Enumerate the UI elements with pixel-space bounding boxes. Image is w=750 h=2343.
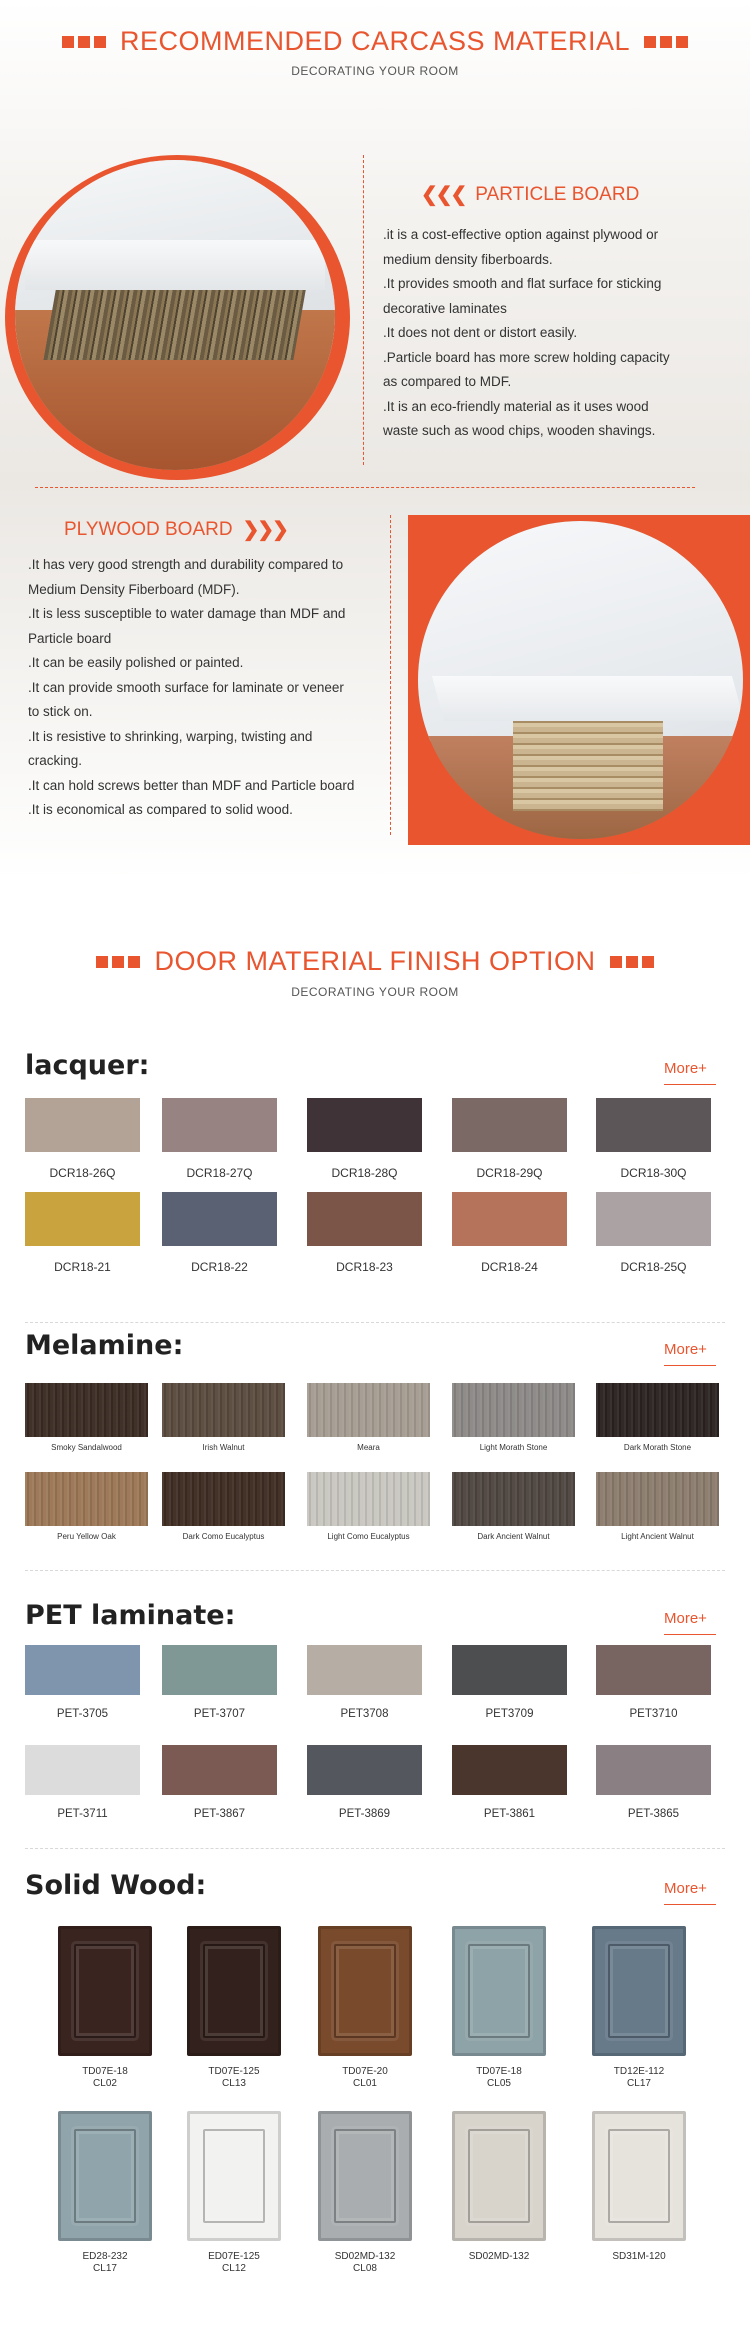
door-color-code: CL13 xyxy=(222,2078,246,2089)
door-code: ED28-232 xyxy=(82,2251,128,2262)
pet-swatch-label: PET-3711 xyxy=(57,1808,108,1820)
lacquer-swatch[interactable] xyxy=(162,1192,277,1246)
description-line: to stick on. xyxy=(28,704,93,719)
door-color-code: CL05 xyxy=(487,2078,511,2089)
lacquer-swatch-label: DCR18-26Q xyxy=(49,1166,116,1180)
description-line: cracking. xyxy=(28,753,83,768)
description-line: .It can be easily polished or painted. xyxy=(28,655,244,670)
pet-more-underline xyxy=(664,1634,716,1635)
lacquer-swatch[interactable] xyxy=(307,1098,422,1152)
door-code: ED07E-125 xyxy=(208,2251,260,2262)
lacquer-swatch-label: DCR18-25Q xyxy=(620,1260,687,1274)
description-line: medium density fiberboards. xyxy=(383,251,553,267)
lacquer-swatch[interactable] xyxy=(452,1192,567,1246)
lacquer-swatch-label: DCR18-22 xyxy=(191,1260,248,1274)
solid-wood-door[interactable] xyxy=(318,2111,412,2241)
pet-swatch-label: PET-3869 xyxy=(338,1808,391,1820)
melamine-swatch[interactable] xyxy=(307,1383,430,1437)
lacquer-more-underline xyxy=(664,1084,716,1085)
melamine-swatch[interactable] xyxy=(596,1383,719,1437)
melamine-swatch-label: Peru Yellow Oak xyxy=(57,1532,116,1541)
solid-wood-door[interactable] xyxy=(318,1926,412,2056)
melamine-swatch[interactable] xyxy=(596,1472,719,1526)
plywood-board-block xyxy=(28,517,383,823)
solid-wood-door-label xyxy=(305,2066,425,2090)
lacquer-title: lacquer: xyxy=(25,1050,150,1081)
solid-wood-door[interactable] xyxy=(592,2111,686,2241)
description-line: decorative laminates xyxy=(383,300,507,316)
door-code: TD07E-125 xyxy=(208,2066,260,2077)
door-color-code: CL17 xyxy=(93,2263,117,2274)
door-code: TD07E-18 xyxy=(82,2066,128,2077)
section-divider xyxy=(25,1570,725,1571)
solid-wood-door[interactable] xyxy=(58,1926,152,2056)
door-code: TD07E-20 xyxy=(342,2066,388,2077)
melamine-swatch[interactable] xyxy=(452,1472,575,1526)
lacquer-swatch[interactable] xyxy=(452,1098,567,1152)
plywood-heading-text: PLYWOOD BOARD xyxy=(64,518,233,540)
pet-swatch-label: PET-3861 xyxy=(483,1808,536,1820)
door-panel xyxy=(468,2129,530,2223)
solid-wood-door[interactable] xyxy=(187,1926,281,2056)
door-section-title xyxy=(0,946,750,977)
pet-swatch[interactable] xyxy=(307,1745,422,1795)
pet-swatch-label: PET3708 xyxy=(340,1708,389,1720)
description-line: .It is less susceptible to water damage than MDF and xyxy=(28,606,346,621)
solid-wood-door-label xyxy=(439,2251,559,2263)
door-panel xyxy=(334,2129,396,2223)
door-color-code: CL01 xyxy=(353,2078,377,2089)
pet-swatch[interactable] xyxy=(25,1645,140,1695)
melamine-swatch-label: Dark Morath Stone xyxy=(623,1443,692,1452)
pet-swatch-label: PET-3865 xyxy=(627,1808,680,1820)
description-line: .It has very good strength and durability compared to xyxy=(28,557,344,572)
particle-heading xyxy=(383,182,723,207)
description-line: .It provides smooth and flat surface for sticking xyxy=(383,276,662,291)
pet-swatch[interactable] xyxy=(596,1645,711,1695)
particle-divider-line xyxy=(363,155,364,465)
melamine-title: Melamine: xyxy=(25,1330,184,1361)
melamine-swatch-label: Light Ancient Walnut xyxy=(621,1532,694,1541)
lacquer-swatch-label: DCR18-23 xyxy=(336,1260,393,1274)
melamine-swatch-label: Dark Ancient Walnut xyxy=(477,1532,550,1541)
description-line: .Particle board has more screw holding capacity xyxy=(383,349,670,365)
plywood-description xyxy=(28,553,383,823)
solid-wood-door-label xyxy=(579,2251,699,2263)
door-panel xyxy=(334,1944,396,2038)
door-subtitle: DECORATING YOUR ROOM xyxy=(291,985,459,999)
solid-wood-title: Solid Wood: xyxy=(25,1870,207,1901)
lacquer-swatch[interactable] xyxy=(596,1192,711,1246)
lacquer-swatch[interactable] xyxy=(25,1192,140,1246)
section-divider xyxy=(25,1322,725,1323)
lacquer-swatch[interactable] xyxy=(162,1098,277,1152)
pet-swatch-label: PET3709 xyxy=(485,1708,534,1720)
melamine-swatch[interactable] xyxy=(162,1472,285,1526)
carcass-section-title xyxy=(0,26,750,57)
description-line: .It does not dent or distort easily. xyxy=(383,325,578,340)
door-title-text: DOOR MATERIAL FINISH OPTION xyxy=(154,946,596,976)
description-line: waste such as wood chips, wooden shavings. xyxy=(383,423,656,438)
solid-wood-door[interactable] xyxy=(592,1926,686,2056)
description-line: .It can hold screws better than MDF and Particle board xyxy=(28,777,355,793)
description-line: .It can provide smooth surface for laminate or veneer xyxy=(28,679,344,695)
door-panel xyxy=(203,1944,265,2038)
carcass-title-text: RECOMMENDED CARCASS MATERIAL xyxy=(119,26,631,56)
door-panel xyxy=(74,2129,136,2223)
melamine-swatch[interactable] xyxy=(307,1472,430,1526)
melamine-swatch-label: Dark Como Eucalyptus xyxy=(182,1532,265,1541)
door-code: SD02MD-132 xyxy=(334,2251,396,2262)
solid-wood-door[interactable] xyxy=(187,2111,281,2241)
door-panel xyxy=(203,2129,265,2223)
melamine-more-link[interactable]: More+ xyxy=(664,1341,707,1358)
pet-swatch[interactable] xyxy=(596,1745,711,1795)
melamine-swatch[interactable] xyxy=(162,1383,285,1437)
decor-squares-right xyxy=(610,956,654,968)
description-line: .it is a cost-effective option against plywood or xyxy=(383,227,659,242)
pet-swatch[interactable] xyxy=(307,1645,422,1695)
plywood-heading xyxy=(28,517,383,542)
decor-squares-right xyxy=(644,36,688,48)
door-panel xyxy=(74,1944,136,2038)
description-line: .It is an eco-friendly material as it uses wood xyxy=(383,398,649,414)
decor-squares-left xyxy=(96,956,140,968)
melamine-more-underline xyxy=(664,1365,716,1366)
door-panel xyxy=(608,1944,670,2038)
solid-wood-door-label xyxy=(45,2251,165,2275)
lacquer-swatch[interactable] xyxy=(307,1192,422,1246)
particle-board-block xyxy=(383,182,723,444)
particle-heading-text: PARTICLE BOARD xyxy=(475,183,640,205)
melamine-swatch[interactable] xyxy=(25,1383,148,1437)
solid-wood-door[interactable] xyxy=(452,2111,546,2241)
carcass-middle-divider xyxy=(35,487,695,488)
particle-board-image xyxy=(0,150,380,480)
door-code: TD12E-112 xyxy=(613,2066,665,2077)
pet-swatch[interactable] xyxy=(452,1645,567,1695)
melamine-swatch-label: Smoky Sandalwood xyxy=(51,1443,122,1452)
carcass-subtitle: DECORATING YOUR ROOM xyxy=(291,64,459,78)
pet-swatch-label: PET3710 xyxy=(629,1708,678,1720)
door-code: SD02MD-132 xyxy=(468,2251,530,2262)
door-code: TD07E-18 xyxy=(476,2066,522,2077)
particle-description xyxy=(383,223,723,444)
solid-wood-door-label xyxy=(174,2066,294,2090)
pet-swatch[interactable] xyxy=(162,1645,277,1695)
solid-wood-door-label xyxy=(305,2251,425,2275)
melamine-swatch-label: Light Como Eucalyptus xyxy=(327,1532,410,1541)
lacquer-more-link[interactable]: More+ xyxy=(664,1060,707,1077)
door-color-code: CL02 xyxy=(93,2078,117,2089)
melamine-swatch-label: Irish Walnut xyxy=(202,1443,245,1452)
door-panel xyxy=(468,1944,530,2038)
lacquer-swatch-label: DCR18-28Q xyxy=(331,1166,398,1180)
pet-swatch[interactable] xyxy=(25,1745,140,1795)
door-panel xyxy=(608,2129,670,2223)
solid-wood-more-underline xyxy=(664,1904,716,1905)
door-code: SD31M-120 xyxy=(612,2251,666,2262)
lacquer-swatch-label: DCR18-29Q xyxy=(476,1166,543,1180)
decor-squares-left xyxy=(62,36,106,48)
lacquer-swatch-label: DCR18-30Q xyxy=(620,1166,687,1180)
pet-more-link[interactable]: More+ xyxy=(664,1610,707,1627)
description-line: Particle board xyxy=(28,630,112,646)
solid-wood-door-label xyxy=(439,2066,559,2090)
pet-swatch[interactable] xyxy=(452,1745,567,1795)
triple-chevron-right-icon: ❯❯❯ xyxy=(242,519,287,541)
solid-wood-door[interactable] xyxy=(452,1926,546,2056)
solid-wood-door[interactable] xyxy=(58,2111,152,2241)
pet-swatch-label: PET-3867 xyxy=(193,1808,246,1820)
plywood-board-image xyxy=(408,515,750,845)
melamine-swatch-label: Light Morath Stone xyxy=(479,1443,548,1452)
solid-wood-door-label xyxy=(45,2066,165,2090)
section-divider xyxy=(25,1848,725,1849)
triple-chevron-left-icon: ❮❮❮ xyxy=(421,184,466,206)
description-line: as compared to MDF. xyxy=(383,374,512,389)
lacquer-swatch-label: DCR18-21 xyxy=(54,1260,111,1274)
door-color-code: CL17 xyxy=(627,2078,651,2089)
pet-swatch-label: PET-3707 xyxy=(193,1708,246,1720)
door-color-code: CL12 xyxy=(222,2263,246,2274)
melamine-swatch[interactable] xyxy=(452,1383,575,1437)
solid-wood-more-link[interactable]: More+ xyxy=(664,1880,707,1897)
description-line: Medium Density Fiberboard (MDF). xyxy=(28,581,240,597)
solid-wood-door-label xyxy=(579,2066,699,2090)
pet-laminate-title: PET laminate: xyxy=(25,1600,236,1631)
door-color-code: CL08 xyxy=(353,2263,377,2274)
description-line: .It is economical as compared to solid wood. xyxy=(28,802,293,817)
solid-wood-door-label xyxy=(174,2251,294,2275)
melamine-swatch-label: Meara xyxy=(357,1443,380,1452)
pet-swatch-label: PET-3705 xyxy=(56,1708,109,1720)
melamine-swatch[interactable] xyxy=(25,1472,148,1526)
pet-swatch[interactable] xyxy=(162,1745,277,1795)
plywood-divider-line xyxy=(390,515,391,835)
lacquer-swatch[interactable] xyxy=(596,1098,711,1152)
lacquer-swatch-label: DCR18-27Q xyxy=(186,1166,253,1180)
lacquer-swatch-label: DCR18-24 xyxy=(481,1260,538,1274)
description-line: .It is resistive to shrinking, warping, twisting and xyxy=(28,728,313,744)
lacquer-swatch[interactable] xyxy=(25,1098,140,1152)
